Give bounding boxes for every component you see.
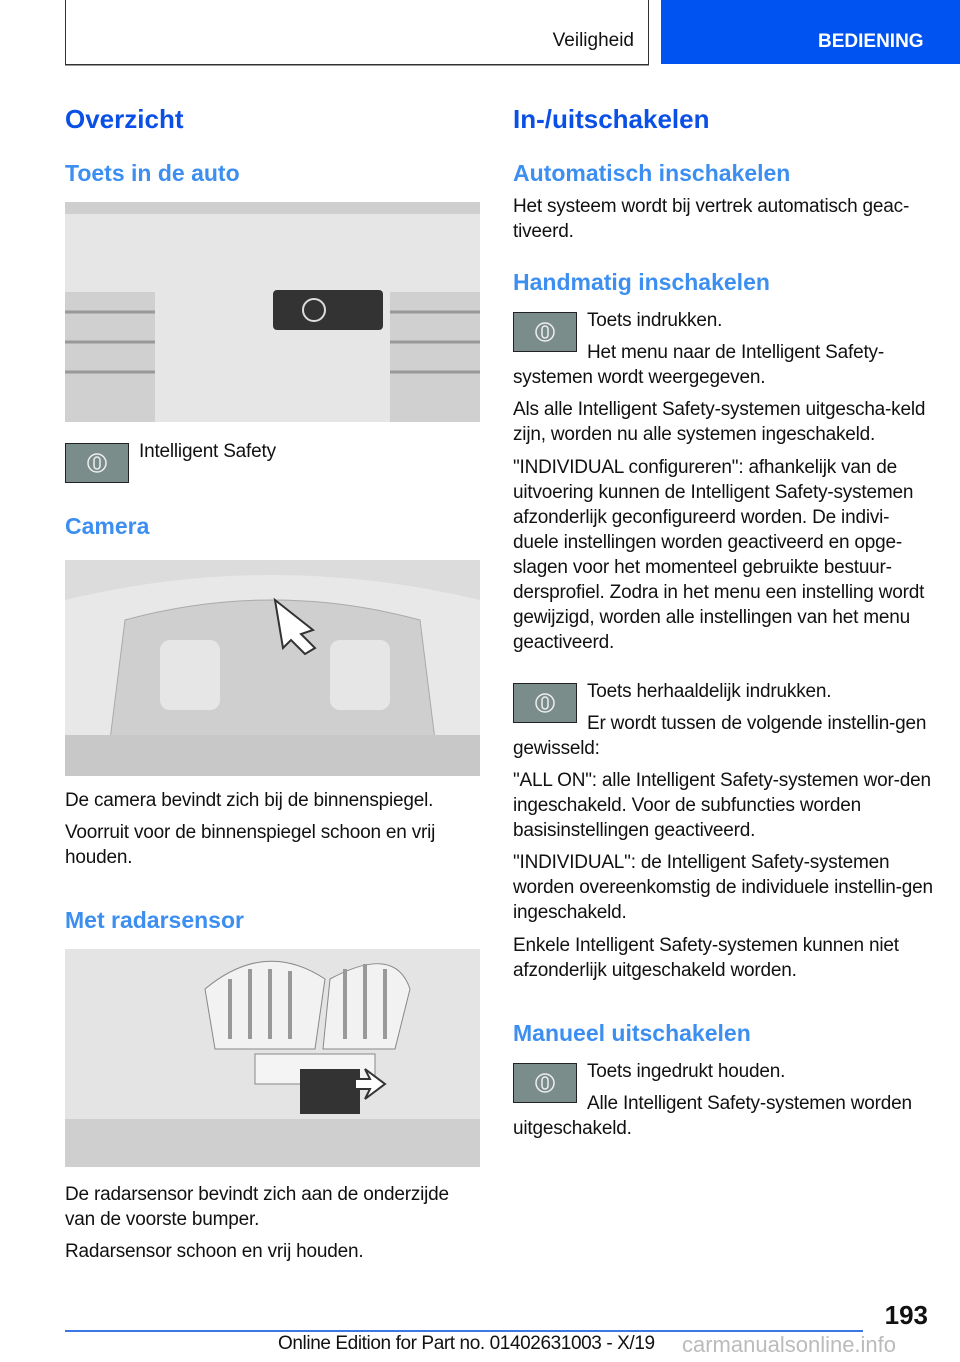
on-step-1: Toets indrukken. [587,310,723,331]
repeat-text-3: Enkele Intelligent Safety-systemen kunnen niet afzonderlijk uitgeschakeld worden. [513,935,899,981]
heading-automatisch: Automatisch inschakelen [513,160,791,186]
radar-sensor-illustration [65,949,480,1167]
heading-overzicht: Overzicht [65,104,184,134]
heading-camera: Camera [65,513,150,539]
camera-text-2: Voorruit voor de binnenspiegel schoon en vrij houden. [65,822,436,868]
repeat-step-2: Er wordt tussen de volgende instellin-gen gewisseld: [513,713,927,759]
off-step-2: Alle Intelligent Safety-systemen worden uitgeschakeld. [513,1093,912,1139]
header-chapter: BEDIENING [818,31,924,52]
footer-edition: Online Edition for Part no. 01402631003 - X/19 [278,1333,655,1354]
heading-toets: Toets in de auto [65,160,240,186]
on-step-2: Het menu naar de Intelligent Safety-systemen wordt weergegeven. [513,342,884,388]
heading-in-uitschakelen: In-/uitschakelen [513,104,710,134]
camera-illustration [65,560,480,776]
header-section: Veiligheid [552,30,634,51]
intelligent-safety-button-icon [65,443,129,483]
repeat-step-1: Toets herhaaldelijk indrukken. [587,681,832,702]
watermark: carmanualsonline.info [682,1332,897,1357]
heading-manueel: Manueel uitschakelen [513,1020,751,1046]
dashboard-button-illustration [65,202,480,422]
camera-text-1: De camera bevindt zich bij de binnenspiegel. [65,790,434,811]
heading-handmatig: Handmatig inschakelen [513,269,770,295]
header-chapter-tab [661,0,960,64]
on-text-2: "INDIVIDUAL configureren": afhankelijk van de uitvoering kunnen de Intelligent Safety-systemen afzonderlijk geconfigureerd worden. De indivi-duele instellingen worden geactiveerd en opge-slagen voor het momenteel gebruikte bestuur-dersprofiel. Zodra in het menu een instelling wordt gewijzigd, worden alle instellingen van het menu geactiveerd. [513,457,925,653]
on-text-1: Als alle Intelligent Safety-systemen uitgescha-keld zijn, worden nu alle systemen ingeschakeld. [513,399,926,445]
auto-text: Het systeem wordt bij vertrek automatisch geac-tiveerd. [513,196,910,242]
page-number: 193 [884,1300,928,1330]
repeat-text-1: "ALL ON": alle Intelligent Safety-systemen wor-den ingeschakeld. Voor de subfuncties worden basisinstellingen geactiveerd. [513,770,931,841]
heading-radar: Met radarsensor [65,907,244,933]
button-label: Intelligent Safety [139,441,276,462]
radar-text-2: Radarsensor schoon en vrij houden. [65,1241,364,1262]
off-step-1: Toets ingedrukt houden. [587,1061,786,1082]
radar-text-1: De radarsensor bevindt zich aan de onderzijde van de voorste bumper. [65,1184,449,1230]
header-section-box [65,0,649,65]
repeat-text-2: "INDIVIDUAL": de Intelligent Safety-systemen worden overeenkomstig de individuele instellin-gen ingeschakeld. [513,852,933,923]
